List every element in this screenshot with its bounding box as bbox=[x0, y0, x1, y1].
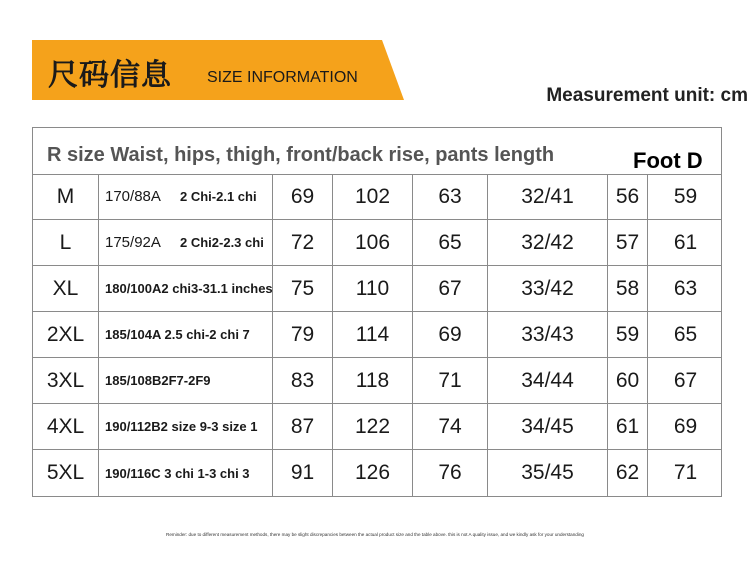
thigh-cell: 67 bbox=[413, 266, 488, 311]
rise-cell: 34/45 bbox=[488, 404, 608, 449]
rise-cell: 33/42 bbox=[488, 266, 608, 311]
thigh-cell: 76 bbox=[413, 450, 488, 496]
waist-cell: 83 bbox=[273, 358, 333, 403]
hips-cell: 102 bbox=[333, 174, 413, 219]
rise-cell: 33/43 bbox=[488, 312, 608, 357]
hips-cell: 110 bbox=[333, 266, 413, 311]
hips-cell: 126 bbox=[333, 450, 413, 496]
thigh-cell: 69 bbox=[413, 312, 488, 357]
size-cell: 5XL bbox=[33, 450, 99, 496]
length-cell: 56 bbox=[608, 174, 648, 219]
length-cell: 62 bbox=[608, 450, 648, 496]
foot-cell: 61 bbox=[673, 230, 698, 254]
thigh-cell: 63 bbox=[413, 174, 488, 219]
measurement-unit-label: Measurement unit: cm bbox=[546, 85, 748, 106]
table-row bbox=[33, 404, 721, 450]
height-cell: 175/92A bbox=[105, 234, 161, 251]
height-chi-cell: 185/108B2F7-2F9 bbox=[99, 358, 273, 403]
hips-cell: 106 bbox=[333, 220, 413, 265]
reminder-footnote: Reminder: due to different measurement methods, there may be slight discrepancies between the actual product size and the table above. this is not A quality issue, and we kindly ask for your understanding bbox=[166, 532, 584, 537]
rise-cell: 34/44 bbox=[488, 358, 608, 403]
height-cell: 170/88A bbox=[105, 188, 161, 205]
table-row bbox=[33, 450, 721, 496]
size-cell: 2XL bbox=[33, 312, 99, 357]
banner-title-en: SIZE INFORMATION bbox=[207, 69, 358, 86]
size-table bbox=[32, 127, 722, 497]
length-cell: 57 bbox=[608, 220, 648, 265]
table-row bbox=[33, 358, 721, 404]
height-chi-cell: 185/104A 2.5 chi-2 chi 7 bbox=[99, 312, 273, 357]
rise-cell: 35/45 bbox=[488, 450, 608, 496]
table-header-text: R size Waist, hips, thigh, front/back rise, pants length bbox=[47, 144, 555, 166]
table-row bbox=[33, 220, 721, 266]
height-chi-cell: 180/100A2 chi3-31.1 inches bbox=[99, 266, 273, 311]
length-cell: 59 bbox=[608, 312, 648, 357]
hips-cell: 122 bbox=[333, 404, 413, 449]
size-cell: XL bbox=[33, 266, 99, 311]
foot-cell: 67 bbox=[673, 368, 698, 392]
table-header-foot: Foot D bbox=[633, 148, 703, 173]
waist-cell: 75 bbox=[273, 266, 333, 311]
thigh-cell: 74 bbox=[413, 404, 488, 449]
size-cell: M bbox=[33, 174, 99, 219]
waist-cell: 91 bbox=[273, 450, 333, 496]
rise-cell: 32/42 bbox=[488, 220, 608, 265]
chi-cell: 2 Chi-2.1 chi bbox=[179, 174, 273, 219]
foot-cell: 65 bbox=[673, 322, 698, 346]
table-row bbox=[33, 266, 721, 312]
banner-title-cn: 尺码信息 bbox=[48, 58, 172, 93]
foot-cell: 71 bbox=[673, 461, 698, 484]
size-cell: L bbox=[33, 220, 99, 265]
length-cell: 60 bbox=[608, 358, 648, 403]
thigh-cell: 71 bbox=[413, 358, 488, 403]
waist-cell: 72 bbox=[273, 220, 333, 265]
length-cell: 58 bbox=[608, 266, 648, 311]
foot-cell: 63 bbox=[673, 276, 698, 300]
size-cell: 3XL bbox=[33, 358, 99, 403]
hips-cell: 118 bbox=[333, 358, 413, 403]
waist-cell: 87 bbox=[273, 404, 333, 449]
table-header-row bbox=[33, 128, 721, 175]
size-cell: 4XL bbox=[33, 404, 99, 449]
length-cell: 61 bbox=[608, 404, 648, 449]
rise-cell: 32/41 bbox=[488, 174, 608, 219]
size-info-banner bbox=[32, 40, 404, 100]
table-row bbox=[33, 312, 721, 358]
waist-cell: 69 bbox=[273, 174, 333, 219]
thigh-cell: 65 bbox=[413, 220, 488, 265]
height-chi-cell: 190/112B2 size 9-3 size 1 bbox=[99, 404, 273, 449]
foot-cell: 59 bbox=[673, 184, 698, 208]
chi-cell: 2 Chi2-2.3 chi bbox=[179, 220, 273, 265]
foot-cell: 69 bbox=[673, 414, 698, 438]
table-row bbox=[33, 174, 721, 220]
waist-cell: 79 bbox=[273, 312, 333, 357]
height-chi-cell: 190/116C 3 chi 1-3 chi 3 bbox=[99, 450, 273, 496]
hips-cell: 114 bbox=[333, 312, 413, 357]
